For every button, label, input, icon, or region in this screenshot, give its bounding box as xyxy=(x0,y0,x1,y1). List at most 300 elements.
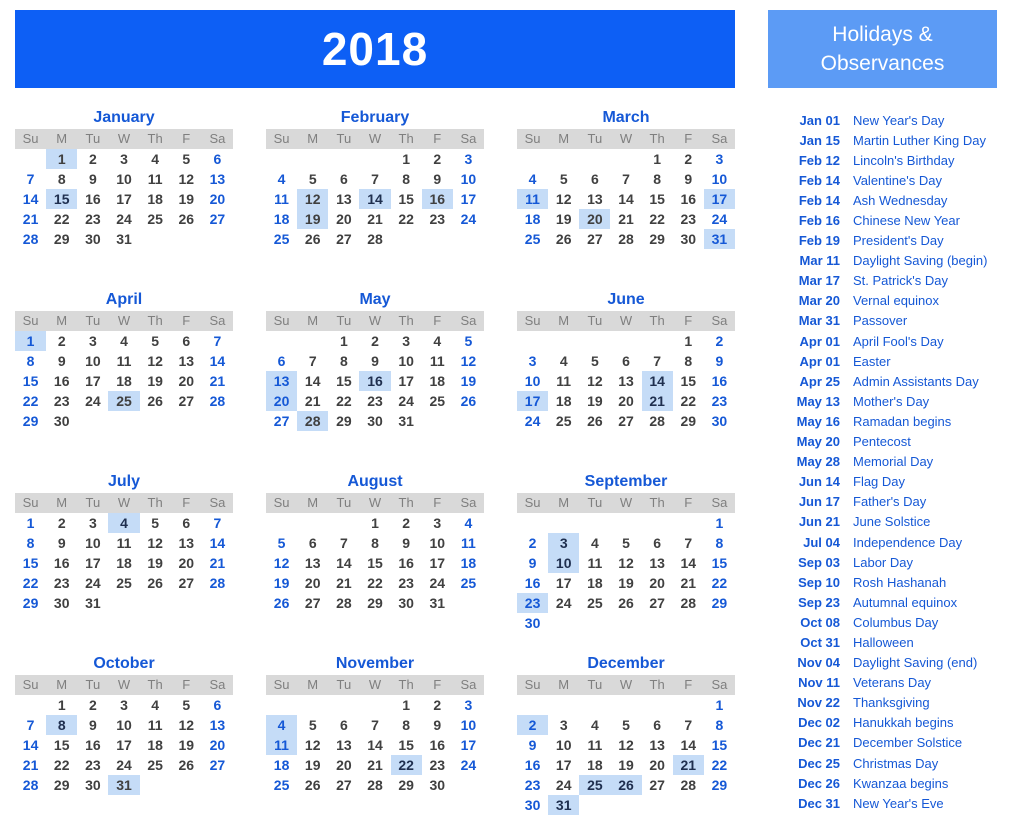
weekday-label: Su xyxy=(273,677,290,692)
empty-cell xyxy=(579,149,610,169)
day-cell: 24 xyxy=(711,211,728,227)
day-cell: 20 xyxy=(304,575,321,591)
holiday-date: Mar 20 xyxy=(798,293,840,309)
days-grid xyxy=(517,695,735,815)
weekday-header xyxy=(15,129,233,149)
empty-cell xyxy=(579,331,610,351)
day-cell: 9 xyxy=(57,535,66,551)
day-cell: 4 xyxy=(433,333,442,349)
weekday-label: Su xyxy=(273,131,290,146)
holiday-name: Labor Day xyxy=(853,554,913,570)
day-cell: 19 xyxy=(178,191,195,207)
day-cell: 23 xyxy=(517,593,548,613)
day-cell: 12 xyxy=(555,191,572,207)
weekday-label: Sa xyxy=(209,495,226,510)
holiday-name: April Fool's Day xyxy=(853,333,944,349)
holiday-date: Sep 10 xyxy=(798,574,840,590)
day-cell: 14 xyxy=(680,555,697,571)
day-cell: 25 xyxy=(555,413,572,429)
day-cell: 5 xyxy=(622,535,630,551)
day-cell: 30 xyxy=(367,413,383,429)
day-cell: 1 xyxy=(653,151,662,167)
day-cell: 19 xyxy=(178,737,195,753)
day-cell: 29 xyxy=(22,595,39,611)
weekday-label: Sa xyxy=(460,313,477,328)
day-cell: 19 xyxy=(304,757,321,773)
day-cell: 28 xyxy=(680,595,697,611)
day-cell: 20 xyxy=(178,373,195,389)
holiday-row xyxy=(768,351,1008,371)
day-cell: 26 xyxy=(610,775,641,795)
day-cell: 18 xyxy=(273,757,290,773)
day-cell: 7 xyxy=(213,333,222,349)
weekday-label: Th xyxy=(147,131,163,146)
day-cell: 5 xyxy=(182,151,191,167)
weekday-label: F xyxy=(684,677,693,692)
month-september xyxy=(517,471,735,633)
day-cell: 3 xyxy=(120,151,128,167)
weekday-label: M xyxy=(307,131,319,146)
month-october xyxy=(15,653,233,795)
day-cell: 27 xyxy=(178,575,195,591)
empty-cell xyxy=(579,513,610,533)
day-cell: 6 xyxy=(213,151,222,167)
day-cell: 1 xyxy=(57,697,66,713)
day-cell: 4 xyxy=(464,515,473,531)
day-cell: 27 xyxy=(273,413,290,429)
empty-cell xyxy=(642,331,673,351)
day-cell: 7 xyxy=(339,535,348,551)
day-cell: 21 xyxy=(618,211,634,227)
day-cell: 21 xyxy=(22,757,39,773)
day-cell: 12 xyxy=(618,737,634,753)
holiday-name: Pentecost xyxy=(853,434,911,450)
weekday-label: Sa xyxy=(711,313,728,328)
day-cell: 16 xyxy=(359,371,390,391)
day-cell: 28 xyxy=(336,595,352,611)
day-cell: 18 xyxy=(116,555,132,571)
empty-cell xyxy=(548,695,579,715)
day-cell: 21 xyxy=(209,373,226,389)
day-cell: 22 xyxy=(711,757,728,773)
days-grid xyxy=(266,331,484,431)
empty-cell xyxy=(610,695,641,715)
holiday-row xyxy=(768,331,1008,351)
day-cell: 23 xyxy=(429,757,446,773)
holiday-name: Chinese New Year xyxy=(853,213,960,229)
holiday-row xyxy=(768,733,1008,753)
weekday-label: W xyxy=(619,495,633,510)
day-cell: 25 xyxy=(108,391,139,411)
day-cell: 15 xyxy=(22,555,39,571)
holiday-date: Dec 25 xyxy=(798,755,840,771)
day-cell: 12 xyxy=(178,171,195,187)
weekday-label: W xyxy=(368,677,382,692)
day-cell: 12 xyxy=(147,535,163,551)
day-cell: 2 xyxy=(528,535,537,551)
holiday-name: Valentine's Day xyxy=(853,172,942,188)
empty-cell xyxy=(266,695,297,715)
days-grid xyxy=(266,149,484,249)
weekday-label: Th xyxy=(398,131,414,146)
weekday-label: Th xyxy=(398,495,414,510)
weekday-header xyxy=(266,493,484,513)
holiday-row xyxy=(768,572,1008,592)
weekday-label: Su xyxy=(22,495,39,510)
days-grid xyxy=(517,149,735,249)
day-cell: 5 xyxy=(308,717,317,733)
day-cell: 22 xyxy=(22,575,39,591)
day-cell: 11 xyxy=(461,535,476,551)
holiday-date: Feb 14 xyxy=(798,172,840,188)
holiday-row xyxy=(768,472,1008,492)
day-cell: 21 xyxy=(673,755,704,775)
day-cell: 22 xyxy=(680,393,697,409)
day-cell: 8 xyxy=(715,535,724,551)
holiday-name: Martin Luther King Day xyxy=(853,132,986,148)
holiday-name: Kwanzaa begins xyxy=(853,775,949,791)
holiday-date: Dec 21 xyxy=(798,735,840,751)
day-cell: 6 xyxy=(622,353,630,369)
day-cell: 30 xyxy=(398,595,414,611)
day-cell: 19 xyxy=(618,757,634,773)
holiday-date: Feb 19 xyxy=(798,233,840,249)
weekday-label: Su xyxy=(524,313,541,328)
weekday-label: Sa xyxy=(460,131,477,146)
day-cell: 22 xyxy=(336,393,352,409)
day-cell: 3 xyxy=(715,151,724,167)
weekday-label: M xyxy=(307,677,319,692)
weekday-label: Tu xyxy=(85,313,101,328)
day-cell: 27 xyxy=(209,211,226,227)
day-cell: 13 xyxy=(587,191,603,207)
holiday-date: Jan 15 xyxy=(799,132,840,148)
month-name: October xyxy=(93,655,155,672)
holidays-title: Holidays & Observances xyxy=(820,23,945,75)
weekday-label: Sa xyxy=(209,313,226,328)
weekday-label: W xyxy=(117,495,131,510)
month-november xyxy=(266,653,484,795)
month-may xyxy=(266,289,484,431)
day-cell: 8 xyxy=(46,715,77,735)
holiday-row xyxy=(768,231,1008,251)
weekday-header xyxy=(517,493,735,513)
day-cell: 26 xyxy=(304,231,321,247)
weekday-label: Tu xyxy=(587,495,603,510)
day-cell: 6 xyxy=(339,717,348,733)
day-cell: 30 xyxy=(85,231,101,247)
weekday-label: F xyxy=(684,131,693,146)
day-cell: 4 xyxy=(108,513,139,533)
holiday-date: Jan 01 xyxy=(799,112,840,128)
day-cell: 20 xyxy=(649,575,665,591)
day-cell: 1 xyxy=(715,697,724,713)
day-cell: 9 xyxy=(528,555,537,571)
holiday-name: Daylight Saving (end) xyxy=(853,655,978,671)
weekday-label: Su xyxy=(22,677,39,692)
day-cell: 19 xyxy=(587,393,603,409)
holidays-list xyxy=(768,110,1008,813)
day-cell: 28 xyxy=(618,231,634,247)
day-cell: 14 xyxy=(367,737,383,753)
day-cell: 9 xyxy=(57,353,66,369)
day-cell: 14 xyxy=(336,555,352,571)
day-cell: 13 xyxy=(178,353,195,369)
day-cell: 6 xyxy=(182,333,191,349)
holiday-name: December Solstice xyxy=(853,735,963,751)
day-cell: 18 xyxy=(555,393,572,409)
day-cell: 24 xyxy=(429,575,446,591)
day-cell: 15 xyxy=(46,189,77,209)
days-grid xyxy=(15,513,233,613)
weekday-label: M xyxy=(558,313,570,328)
empty-cell xyxy=(517,331,548,351)
day-cell: 21 xyxy=(367,211,383,227)
holiday-date: Jul 04 xyxy=(803,534,840,550)
day-cell: 18 xyxy=(273,211,290,227)
weekday-label: Sa xyxy=(711,495,728,510)
day-cell: 29 xyxy=(22,413,39,429)
empty-cell xyxy=(297,331,328,351)
day-cell: 24 xyxy=(460,211,477,227)
day-cell: 31 xyxy=(108,775,139,795)
day-cell: 23 xyxy=(367,393,383,409)
day-cell: 26 xyxy=(618,595,634,611)
weekday-label: W xyxy=(117,131,131,146)
holiday-row xyxy=(768,552,1008,572)
empty-cell xyxy=(610,513,641,533)
day-cell: 3 xyxy=(559,717,568,733)
empty-cell xyxy=(266,513,297,533)
day-cell: 17 xyxy=(555,757,572,773)
day-cell: 17 xyxy=(460,737,477,753)
day-cell: 3 xyxy=(120,697,128,713)
day-cell: 10 xyxy=(460,717,477,733)
year-banner xyxy=(15,10,735,88)
day-cell: 27 xyxy=(618,413,634,429)
day-cell: 19 xyxy=(618,575,634,591)
day-cell: 20 xyxy=(618,393,634,409)
day-cell: 7 xyxy=(213,515,222,531)
day-cell: 10 xyxy=(711,171,728,187)
day-cell: 20 xyxy=(579,209,610,229)
holiday-row xyxy=(768,452,1008,472)
holiday-date: May 28 xyxy=(796,454,840,470)
weekday-label: Tu xyxy=(587,677,603,692)
day-cell: 4 xyxy=(559,353,568,369)
day-cell: 13 xyxy=(336,737,352,753)
day-cell: 15 xyxy=(649,191,665,207)
day-cell: 29 xyxy=(367,595,383,611)
day-cell: 6 xyxy=(653,535,662,551)
day-cell: 13 xyxy=(336,191,352,207)
weekday-label: F xyxy=(182,495,191,510)
day-cell: 19 xyxy=(297,209,328,229)
holiday-row xyxy=(768,411,1008,431)
empty-cell xyxy=(548,149,579,169)
day-cell: 24 xyxy=(460,757,477,773)
holiday-row xyxy=(768,251,1008,271)
day-cell: 1 xyxy=(46,149,77,169)
holiday-date: Feb 12 xyxy=(798,152,840,168)
weekday-header xyxy=(517,129,735,149)
holiday-date: Mar 17 xyxy=(798,273,840,289)
holiday-date: Sep 23 xyxy=(798,594,840,610)
day-cell: 14 xyxy=(22,191,39,207)
day-cell: 3 xyxy=(433,515,442,531)
day-cell: 1 xyxy=(26,515,35,531)
weekday-label: Th xyxy=(649,131,665,146)
day-cell: 12 xyxy=(460,353,477,369)
holiday-name: Passover xyxy=(853,313,908,329)
holiday-name: Rosh Hashanah xyxy=(853,574,947,590)
month-june xyxy=(517,289,735,431)
day-cell: 6 xyxy=(339,171,348,187)
day-cell: 19 xyxy=(273,575,290,591)
day-cell: 19 xyxy=(555,211,572,227)
day-cell: 24 xyxy=(116,211,132,227)
day-cell: 9 xyxy=(433,171,442,187)
weekday-label: W xyxy=(117,677,131,692)
day-cell: 21 xyxy=(367,757,383,773)
day-cell: 26 xyxy=(147,393,163,409)
day-cell: 25 xyxy=(587,595,603,611)
day-cell: 6 xyxy=(277,353,286,369)
day-cell: 25 xyxy=(147,757,163,773)
day-cell: 31 xyxy=(398,413,414,429)
weekday-label: Tu xyxy=(85,677,101,692)
weekday-label: F xyxy=(684,313,693,328)
weekday-label: W xyxy=(619,131,633,146)
day-cell: 15 xyxy=(711,737,728,753)
day-cell: 7 xyxy=(308,353,317,369)
empty-cell xyxy=(266,331,297,351)
day-cell: 27 xyxy=(304,595,321,611)
day-cell: 5 xyxy=(151,515,160,531)
day-cell: 10 xyxy=(116,171,132,187)
day-cell: 2 xyxy=(88,151,97,167)
weekday-label: Th xyxy=(649,495,665,510)
holiday-name: Mother's Day xyxy=(853,393,930,409)
day-cell: 26 xyxy=(147,575,163,591)
weekday-label: Sa xyxy=(460,677,477,692)
day-cell: 5 xyxy=(464,333,473,349)
day-cell: 23 xyxy=(711,393,728,409)
day-cell: 6 xyxy=(213,697,222,713)
day-cell: 11 xyxy=(556,373,572,389)
day-cell: 1 xyxy=(371,515,379,531)
day-cell: 7 xyxy=(622,171,630,187)
weekday-label: W xyxy=(368,495,382,510)
day-cell: 8 xyxy=(26,353,35,369)
weekday-label: Tu xyxy=(85,131,101,146)
holiday-name: Autumnal equinox xyxy=(853,594,958,610)
day-cell: 21 xyxy=(209,555,226,571)
day-cell: 14 xyxy=(359,189,390,209)
empty-cell xyxy=(610,149,641,169)
day-cell: 7 xyxy=(371,717,379,733)
day-cell: 23 xyxy=(398,575,414,591)
month-name: March xyxy=(602,109,650,126)
day-cell: 9 xyxy=(433,717,442,733)
weekday-label: M xyxy=(56,131,68,146)
day-cell: 1 xyxy=(715,515,724,531)
day-cell: 17 xyxy=(398,373,414,389)
holidays-header xyxy=(768,10,997,88)
holiday-date: Dec 02 xyxy=(798,715,840,731)
weekday-label: F xyxy=(182,313,191,328)
day-cell: 24 xyxy=(555,777,572,793)
weekday-label: Su xyxy=(524,495,541,510)
day-cell: 31 xyxy=(429,595,446,611)
month-name: December xyxy=(587,655,665,672)
weekday-label: W xyxy=(619,313,633,328)
day-cell: 26 xyxy=(304,777,321,793)
holiday-date: Apr 01 xyxy=(799,333,840,349)
day-cell: 3 xyxy=(402,333,411,349)
holiday-name: June Solstice xyxy=(853,514,931,530)
day-cell: 31 xyxy=(85,595,101,611)
day-cell: 23 xyxy=(85,757,101,773)
day-cell: 8 xyxy=(684,353,693,369)
holiday-date: Mar 11 xyxy=(799,253,840,269)
day-cell: 15 xyxy=(711,555,728,571)
month-january xyxy=(15,107,233,249)
day-cell: 24 xyxy=(555,595,572,611)
weekday-header xyxy=(266,675,484,695)
holiday-name: Ramadan begins xyxy=(853,413,952,429)
day-cell: 26 xyxy=(587,413,603,429)
weekday-label: W xyxy=(368,313,382,328)
weekday-label: F xyxy=(433,495,442,510)
weekday-label: Tu xyxy=(336,313,352,328)
day-cell: 11 xyxy=(587,737,603,753)
day-cell: 31 xyxy=(548,795,579,815)
day-cell: 20 xyxy=(209,191,226,207)
day-cell: 22 xyxy=(649,211,665,227)
holiday-row xyxy=(768,793,1008,813)
day-cell: 16 xyxy=(422,189,453,209)
day-cell: 22 xyxy=(53,757,70,773)
holiday-date: Apr 01 xyxy=(799,353,840,369)
day-cell: 10 xyxy=(548,553,579,573)
day-cell: 20 xyxy=(336,757,352,773)
day-cell: 13 xyxy=(649,555,665,571)
days-grid xyxy=(266,513,484,613)
day-cell: 8 xyxy=(402,717,411,733)
holiday-date: May 16 xyxy=(796,413,840,429)
day-cell: 12 xyxy=(178,717,195,733)
day-cell: 11 xyxy=(147,717,163,733)
day-cell: 9 xyxy=(715,353,724,369)
weekday-label: Su xyxy=(22,313,39,328)
day-cell: 10 xyxy=(460,171,477,187)
day-cell: 2 xyxy=(402,515,411,531)
day-cell: 8 xyxy=(653,171,662,187)
day-cell: 30 xyxy=(85,777,101,793)
day-cell: 9 xyxy=(371,353,379,369)
month-name: January xyxy=(93,109,155,126)
weekday-label: Su xyxy=(273,313,290,328)
holiday-name: Columbus Day xyxy=(853,614,939,630)
day-cell: 31 xyxy=(116,231,132,247)
day-cell: 1 xyxy=(339,333,348,349)
day-cell: 30 xyxy=(524,797,541,813)
holiday-name: New Year's Day xyxy=(853,112,945,128)
day-cell: 9 xyxy=(684,171,693,187)
day-cell: 1 xyxy=(684,333,693,349)
empty-cell xyxy=(548,513,579,533)
